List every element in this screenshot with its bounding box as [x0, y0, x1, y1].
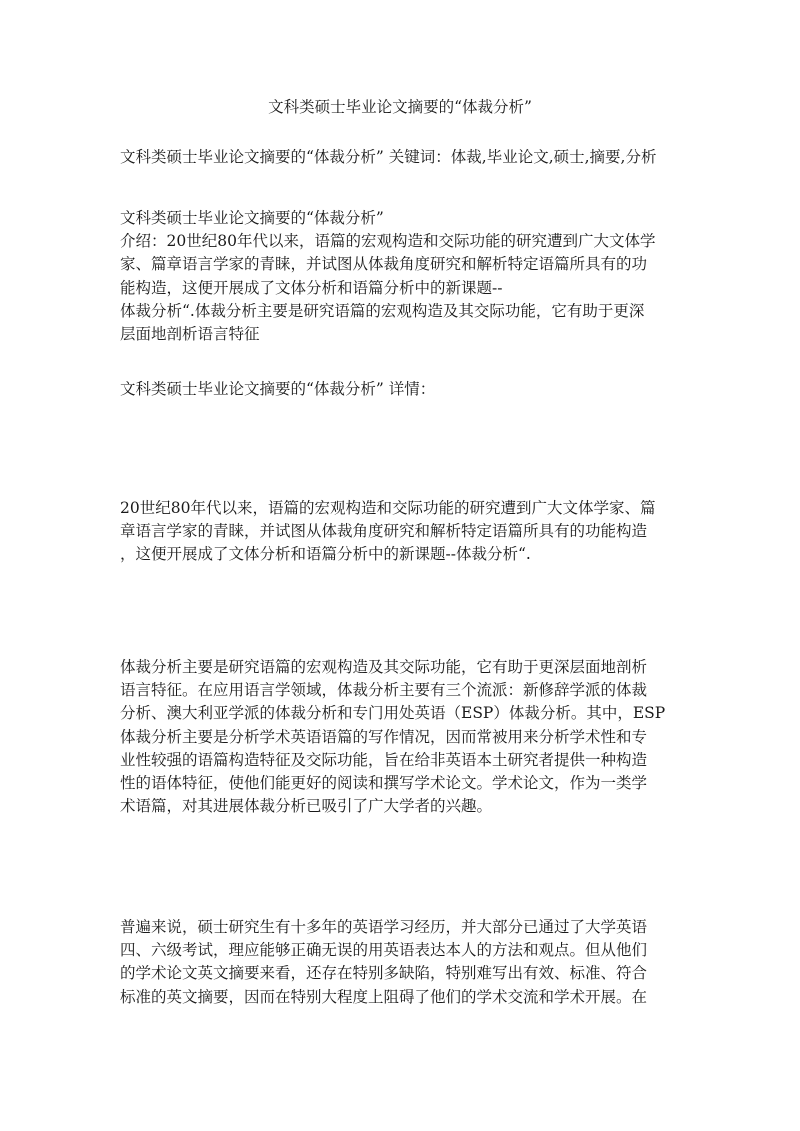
keywords-line: 文科类硕士毕业论文摘要的“体裁分析” 关键词：体裁,毕业论文,硕士,摘要,分析 [120, 148, 657, 166]
details-line: 文科类硕士毕业论文摘要的“体裁分析” 详情： [120, 380, 436, 398]
intro-section [120, 207, 680, 346]
paragraph-line: 分析、澳大利亚学派的体裁分析和专门用处英语（ESP）体裁分析。其中，ESP [120, 704, 666, 723]
paragraph-3 [120, 916, 680, 1009]
intro-line: 能构造，这便开展成了文体分析和语篇分析中的新课题-- [120, 278, 503, 297]
paragraph-line: 性的语体特征，使他们能更好的阅读和撰写学术论文。学术论文，作为一类学 [120, 774, 648, 793]
paragraph-line: ，这便开展成了文体分析和语篇分析中的新课题--体裁分析“. [120, 545, 531, 564]
paragraph-2 [120, 656, 680, 818]
paragraph-line: 体裁分析主要是分析学术英语语篇的写作情况，因而常被用来分析学术性和专 [120, 727, 648, 746]
paragraph-line: 语言特征。在应用语言学领域，体裁分析主要有三个流派：新修辞学派的体裁 [120, 681, 648, 700]
document-title: 文科类硕士毕业论文摘要的“体裁分析” [268, 98, 532, 116]
paragraph-line: 四、六级考试，理应能够正确无误的用英语表达本人的方法和观点。但从他们 [120, 941, 648, 960]
intro-line: 介绍：20世纪80年代以来，语篇的宏观构造和交际功能的研究遭到广大文体学 [120, 232, 656, 251]
paragraph-line: 标准的英文摘要，因而在特别大程度上阻碍了他们的学术交流和学术开展。在 [120, 987, 648, 1006]
paragraph-line: 章语言学家的青睐，并试图从体裁角度研究和解析特定语篇所具有的功能构造 [120, 522, 648, 541]
paragraph-line: 20世纪80年代以来，语篇的宏观构造和交际功能的研究遭到广大文体学家、篇 [120, 499, 656, 517]
intro-heading: 文科类硕士毕业论文摘要的“体裁分析” [120, 209, 384, 227]
paragraph-line: 业性较强的语篇构造特征及交际功能，旨在给非英语本土研究者提供一种构造 [120, 750, 648, 769]
intro-line: 家、篇章语言学家的青睐，并试图从体裁角度研究和解析特定语篇所具有的功 [120, 255, 648, 274]
intro-line: 层面地剖析语言特征 [120, 325, 260, 344]
paragraph-1 [120, 497, 680, 567]
paragraph-line: 体裁分析主要是研究语篇的宏观构造及其交际功能，它有助于更深层面地剖析 [120, 658, 648, 676]
paragraph-line: 普遍来说，硕士研究生有十多年的英语学习经历，并大部分已通过了大学英语 [120, 918, 648, 936]
intro-line: 体裁分析“.体裁分析主要是研究语篇的宏观构造及其交际功能，它有助于更深 [120, 301, 645, 320]
paragraph-line: 术语篇，对其进展体裁分析已吸引了广大学者的兴趣。 [120, 797, 493, 816]
paragraph-line: 的学术论文英文摘要来看，还存在特别多缺陷，特别难写出有效、标准、符合 [120, 964, 648, 983]
